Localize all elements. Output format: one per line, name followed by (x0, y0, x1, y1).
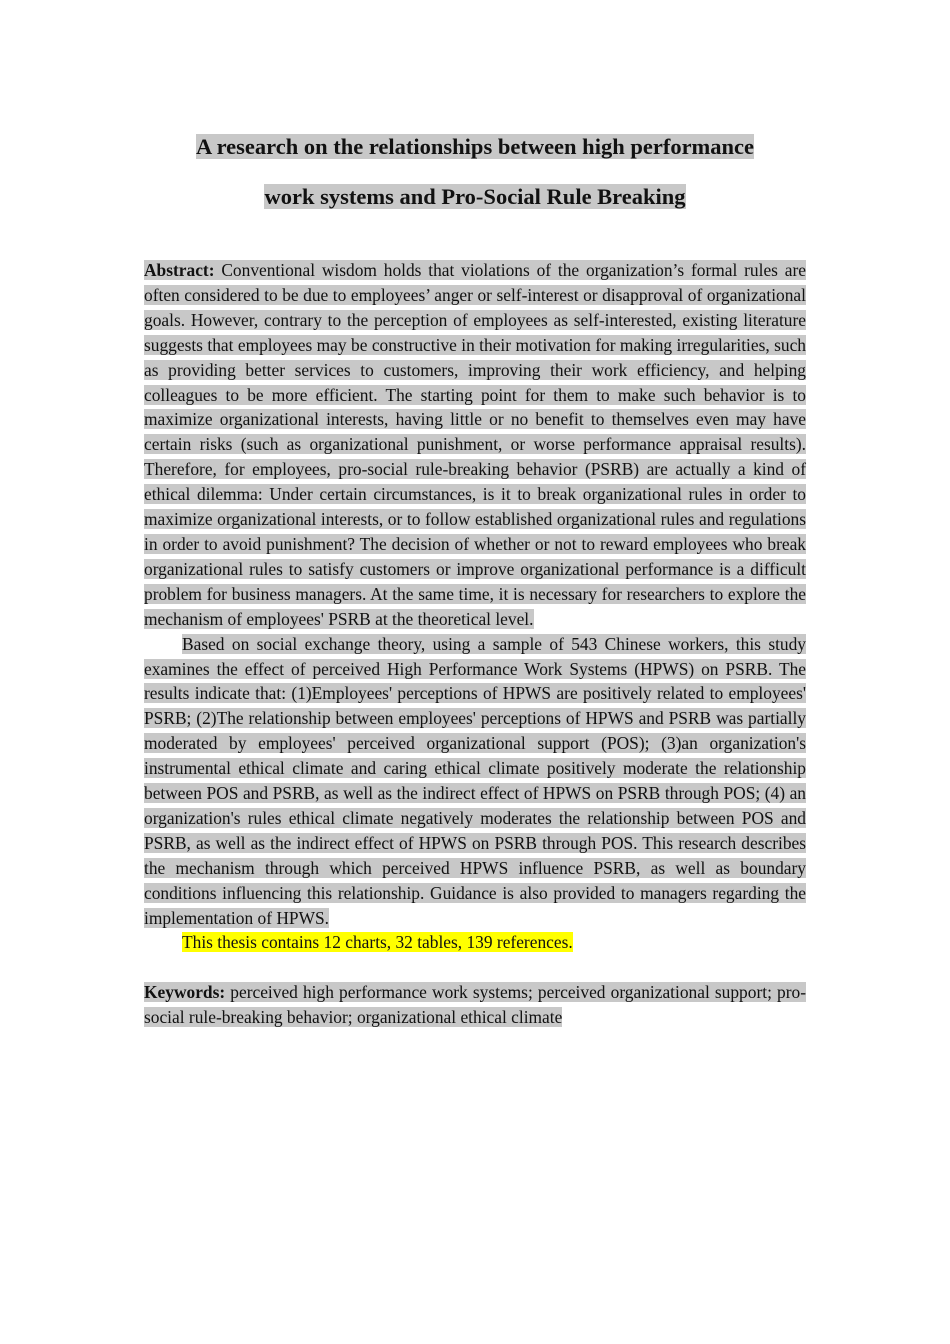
thesis-note: This thesis contains 12 charts, 32 tables, 139 references. (182, 932, 573, 953)
abstract-label: Abstract: (144, 260, 215, 280)
keywords-label: Keywords: (144, 982, 226, 1003)
abstract-paragraph-2 (144, 632, 806, 931)
title-line-1: A research on the relationships between high performance (195, 134, 755, 159)
abstract-text-1: Conventional wisdom holds that violations of the organization’s formal rules are often considered to be due to employees’ anger or self-interest or disapproval of organizational goals. However, contrary to the perception of employees as self-interested, existing literature suggests that employees may be constructive in their motivation for making irregularities, such as providing better services to customers, improving their work efficiency, and helping colleagues to be more efficient. The starting point for them to make such behavior is to maximize organizational interests, having little or no benefit to themselves even may have certain risks (such as organizational punishment, or worse performance appraisal results). Therefore, for employees, pro-social rule-breaking behavior (PSRB) are actually a kind of ethical dilemma: Under certain circumstances, is it to break organizational rules in order to maximize organizational interests, or to follow established organizational rules and regulations in order to avoid punishment? The decision of whether or not to reward employees who break organizational rules to satisfy customers or improve organizational performance is a difficult problem for business managers. At the same time, it is necessary for researchers to explore the mechanism of employees' PSRB at the theoretical level. (144, 260, 806, 629)
abstract-paragraph-1 (144, 258, 806, 632)
document-page (144, 122, 806, 1030)
abstract-section (144, 258, 806, 1030)
title-line-2: work systems and Pro-Social Rule Breaking (264, 184, 686, 209)
keywords-paragraph (144, 980, 806, 1030)
abstract-text-2: Based on social exchange theory, using a sample of 543 Chinese workers, this study examines the effect of perceived High Performance Work Systems (HPWS) on PSRB. The results indicate that: (1)Employees' perceptions of HPWS are positively related to employees' PSRB; (2)The relationship between employees' perceptions of HPWS and PSRB was partially moderated by employees' perceived organizational support (POS); (3)an organization's instrumental ethical climate and caring ethical climate positively moderate the relationship between POS and PSRB, as well as the indirect effect of HPWS on PSRB through POS; (4) an organization's rules ethical climate negatively moderates the relationship between POS and PSRB, as well as the indirect effect of HPWS on PSRB through POS. This research describes the mechanism through which perceived HPWS influence PSRB, as well as boundary conditions influencing this relationship. Guidance is also provided to managers regarding the implementation of HPWS. (144, 633, 806, 928)
keywords-text: perceived high performance work systems; perceived organizational support; pro-social rule-breaking behavior; organizational ethical climate (144, 982, 806, 1028)
thesis-note-paragraph (144, 930, 806, 955)
document-title (144, 122, 806, 222)
